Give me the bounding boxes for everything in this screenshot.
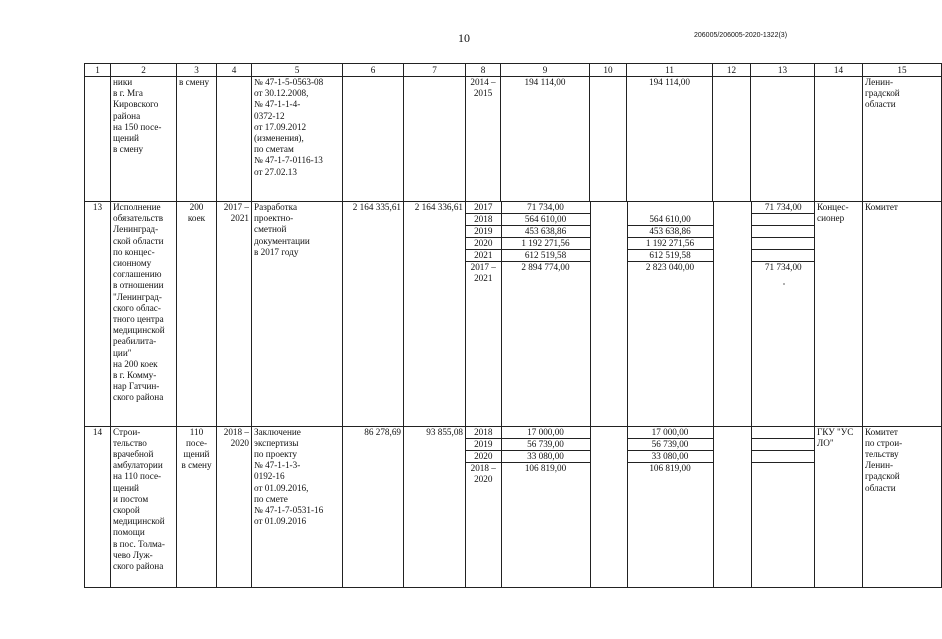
header-cell: 5 — [252, 64, 343, 77]
row-number: 13 — [85, 202, 111, 427]
header-cell: 4 — [217, 64, 252, 77]
header-cell: 14 — [815, 64, 863, 77]
object-name-cell: Исполнение обязательств Ленинград- ской области по концес- сионному соглашению в отношении "Ленинград- ского облас- тного центра медицинской реабилита- ции" на 200 коек в г. Комму- нар Гатчин- ского района — [111, 202, 177, 427]
executor-cell: Концес- сионер — [815, 202, 863, 427]
year-row: 2021 612 519,58 612 519,58 — [466, 250, 815, 262]
year-row: 2017 71 734,00 71 734,00 — [466, 202, 815, 214]
cost-cell: 2 164 335,61 — [343, 202, 404, 427]
header-cell: 3 — [177, 64, 217, 77]
program-table — [84, 63, 942, 588]
capacity-cell: 200 коек — [177, 202, 217, 427]
year-breakdown — [466, 426, 815, 588]
header-cell: 13 — [751, 64, 815, 77]
header-cell: 15 — [863, 64, 942, 77]
header-cell: 10 — [590, 64, 627, 77]
page-number: 10 — [458, 31, 470, 45]
header-cell: 11 — [627, 64, 713, 77]
basis-cell: Заключение экспертизы по проекту № 47-1-1-3- 0192-16 от 01.09.2016, по смете № 47-1-7-0531-16 от 01.09.2016 — [252, 426, 343, 588]
year-row-total: 2018 – 2020 106 819,00 106 819,00 — [466, 462, 815, 587]
table-row-14 — [85, 426, 942, 588]
amount-cell: 194 114,00 — [501, 77, 590, 202]
year-row-total: 2017 – 2021 2 894 774,00 2 823 040,00 71 734,00 — [466, 262, 815, 426]
header-cell: 2 — [111, 64, 177, 77]
responsible-cell: Ленин- градской области — [863, 77, 942, 202]
header-cell: 1 — [85, 64, 111, 77]
table-row-13 — [85, 202, 942, 427]
year-row: 2020 1 192 271,56 1 192 271,56 — [466, 238, 815, 250]
cost-cell: 2 164 336,61 — [404, 202, 466, 427]
year-row: 2018 17 000,00 17 000,00 — [466, 427, 815, 439]
header-cell: 9 — [501, 64, 590, 77]
header-row — [85, 64, 942, 77]
period-cell: 2018 – 2020 — [217, 426, 252, 588]
cost-cell: 86 278,69 — [343, 426, 404, 588]
object-name-cell: Строи- тельство врачебной амбулатории на 110 посе- щений и постом скорой медицинской помощи в пос. Толма- чево Луж- ского района — [111, 426, 177, 588]
capacity-cell: в смену — [177, 77, 217, 202]
row-number: 14 — [85, 426, 111, 588]
capacity-cell: 110 посе- щений в смену — [177, 426, 217, 588]
year-breakdown-table — [466, 202, 815, 426]
object-name-cell: ники в г. Мга Кировского района на 150 посе- щений в смену — [111, 77, 177, 202]
scan-speck — [783, 283, 785, 285]
document-id: 206005/206005-2020-1322(3) — [694, 32, 788, 39]
table-row-continued — [85, 77, 942, 202]
amount-cell: 194 114,00 — [627, 77, 713, 202]
responsible-cell: Комитет по строи- тельству Ленин- градской области — [863, 426, 942, 588]
responsible-cell: Комитет — [863, 202, 942, 427]
header-cell: 8 — [466, 64, 501, 77]
period-cell: 2017 – 2021 — [217, 202, 252, 427]
year-row: 2019 453 638,86 453 638,86 — [466, 226, 815, 238]
cost-cell: 93 855,08 — [404, 426, 466, 588]
header-cell: 7 — [404, 64, 466, 77]
year-breakdown — [466, 202, 815, 427]
year-row: 2019 56 739,00 56 739,00 — [466, 438, 815, 450]
basis-cell: № 47-1-5-0563-08 от 30.12.2008, № 47-1-1-4- 0372-12 от 17.09.2012 (изменения), по сметам № 47-1-7-0116-13 от 27.02.13 — [252, 77, 343, 202]
year-breakdown-table — [466, 427, 815, 588]
header-cell: 12 — [713, 64, 751, 77]
basis-cell: Разработка проектно- сметной документации в 2017 году — [252, 202, 343, 427]
header-cell: 6 — [343, 64, 404, 77]
year-row: 2020 33 080,00 33 080,00 — [466, 450, 815, 462]
year-cell: 2014 – 2015 — [466, 77, 501, 202]
executor-cell: ГКУ "УС ЛО" — [815, 426, 863, 588]
year-row: 2018 564 610,00 564 610,00 — [466, 214, 815, 226]
